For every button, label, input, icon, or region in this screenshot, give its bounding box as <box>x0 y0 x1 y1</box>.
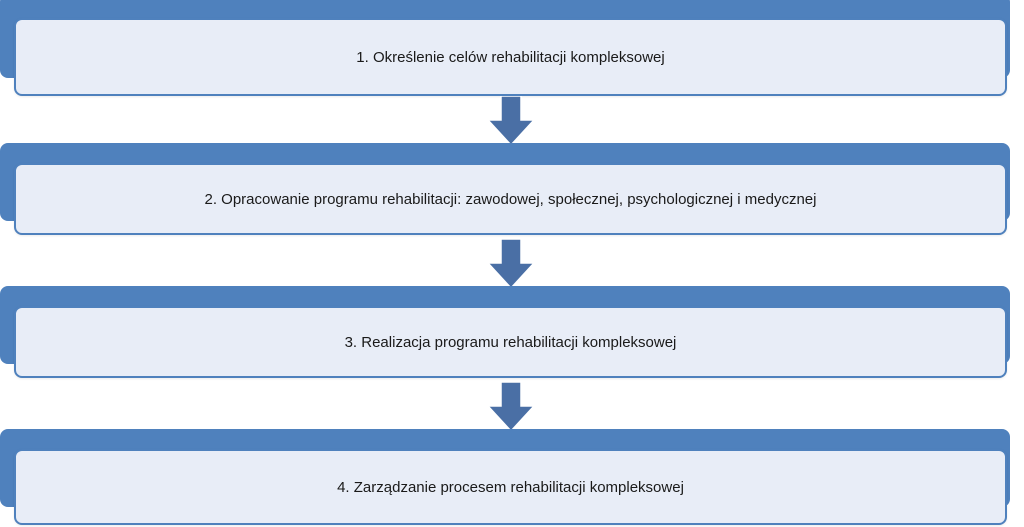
step-3-label: 3. Realizacja programu rehabilitacji kompleksowej <box>344 333 677 351</box>
step-4-label: 4. Zarządzanie procesem rehabilitacji kompleksowej <box>337 478 684 496</box>
step-3-box <box>14 306 1007 378</box>
step-4 <box>0 429 1024 527</box>
step-4-box <box>14 449 1007 525</box>
step-2-box <box>14 163 1007 235</box>
step-2 <box>0 143 1024 243</box>
down-arrow-icon <box>486 239 536 289</box>
step-1-label: 1. Określenie celów rehabilitacji kompleksowej <box>356 48 665 66</box>
step-1-box <box>14 18 1007 96</box>
step-2-label: 2. Opracowanie programu rehabilitacji: zawodowej, społecznej, psychologicznej i medycznej <box>204 190 817 208</box>
down-arrow-icon <box>486 382 536 432</box>
down-arrow-icon <box>486 96 536 146</box>
step-3 <box>0 286 1024 386</box>
step-1 <box>0 0 1024 100</box>
